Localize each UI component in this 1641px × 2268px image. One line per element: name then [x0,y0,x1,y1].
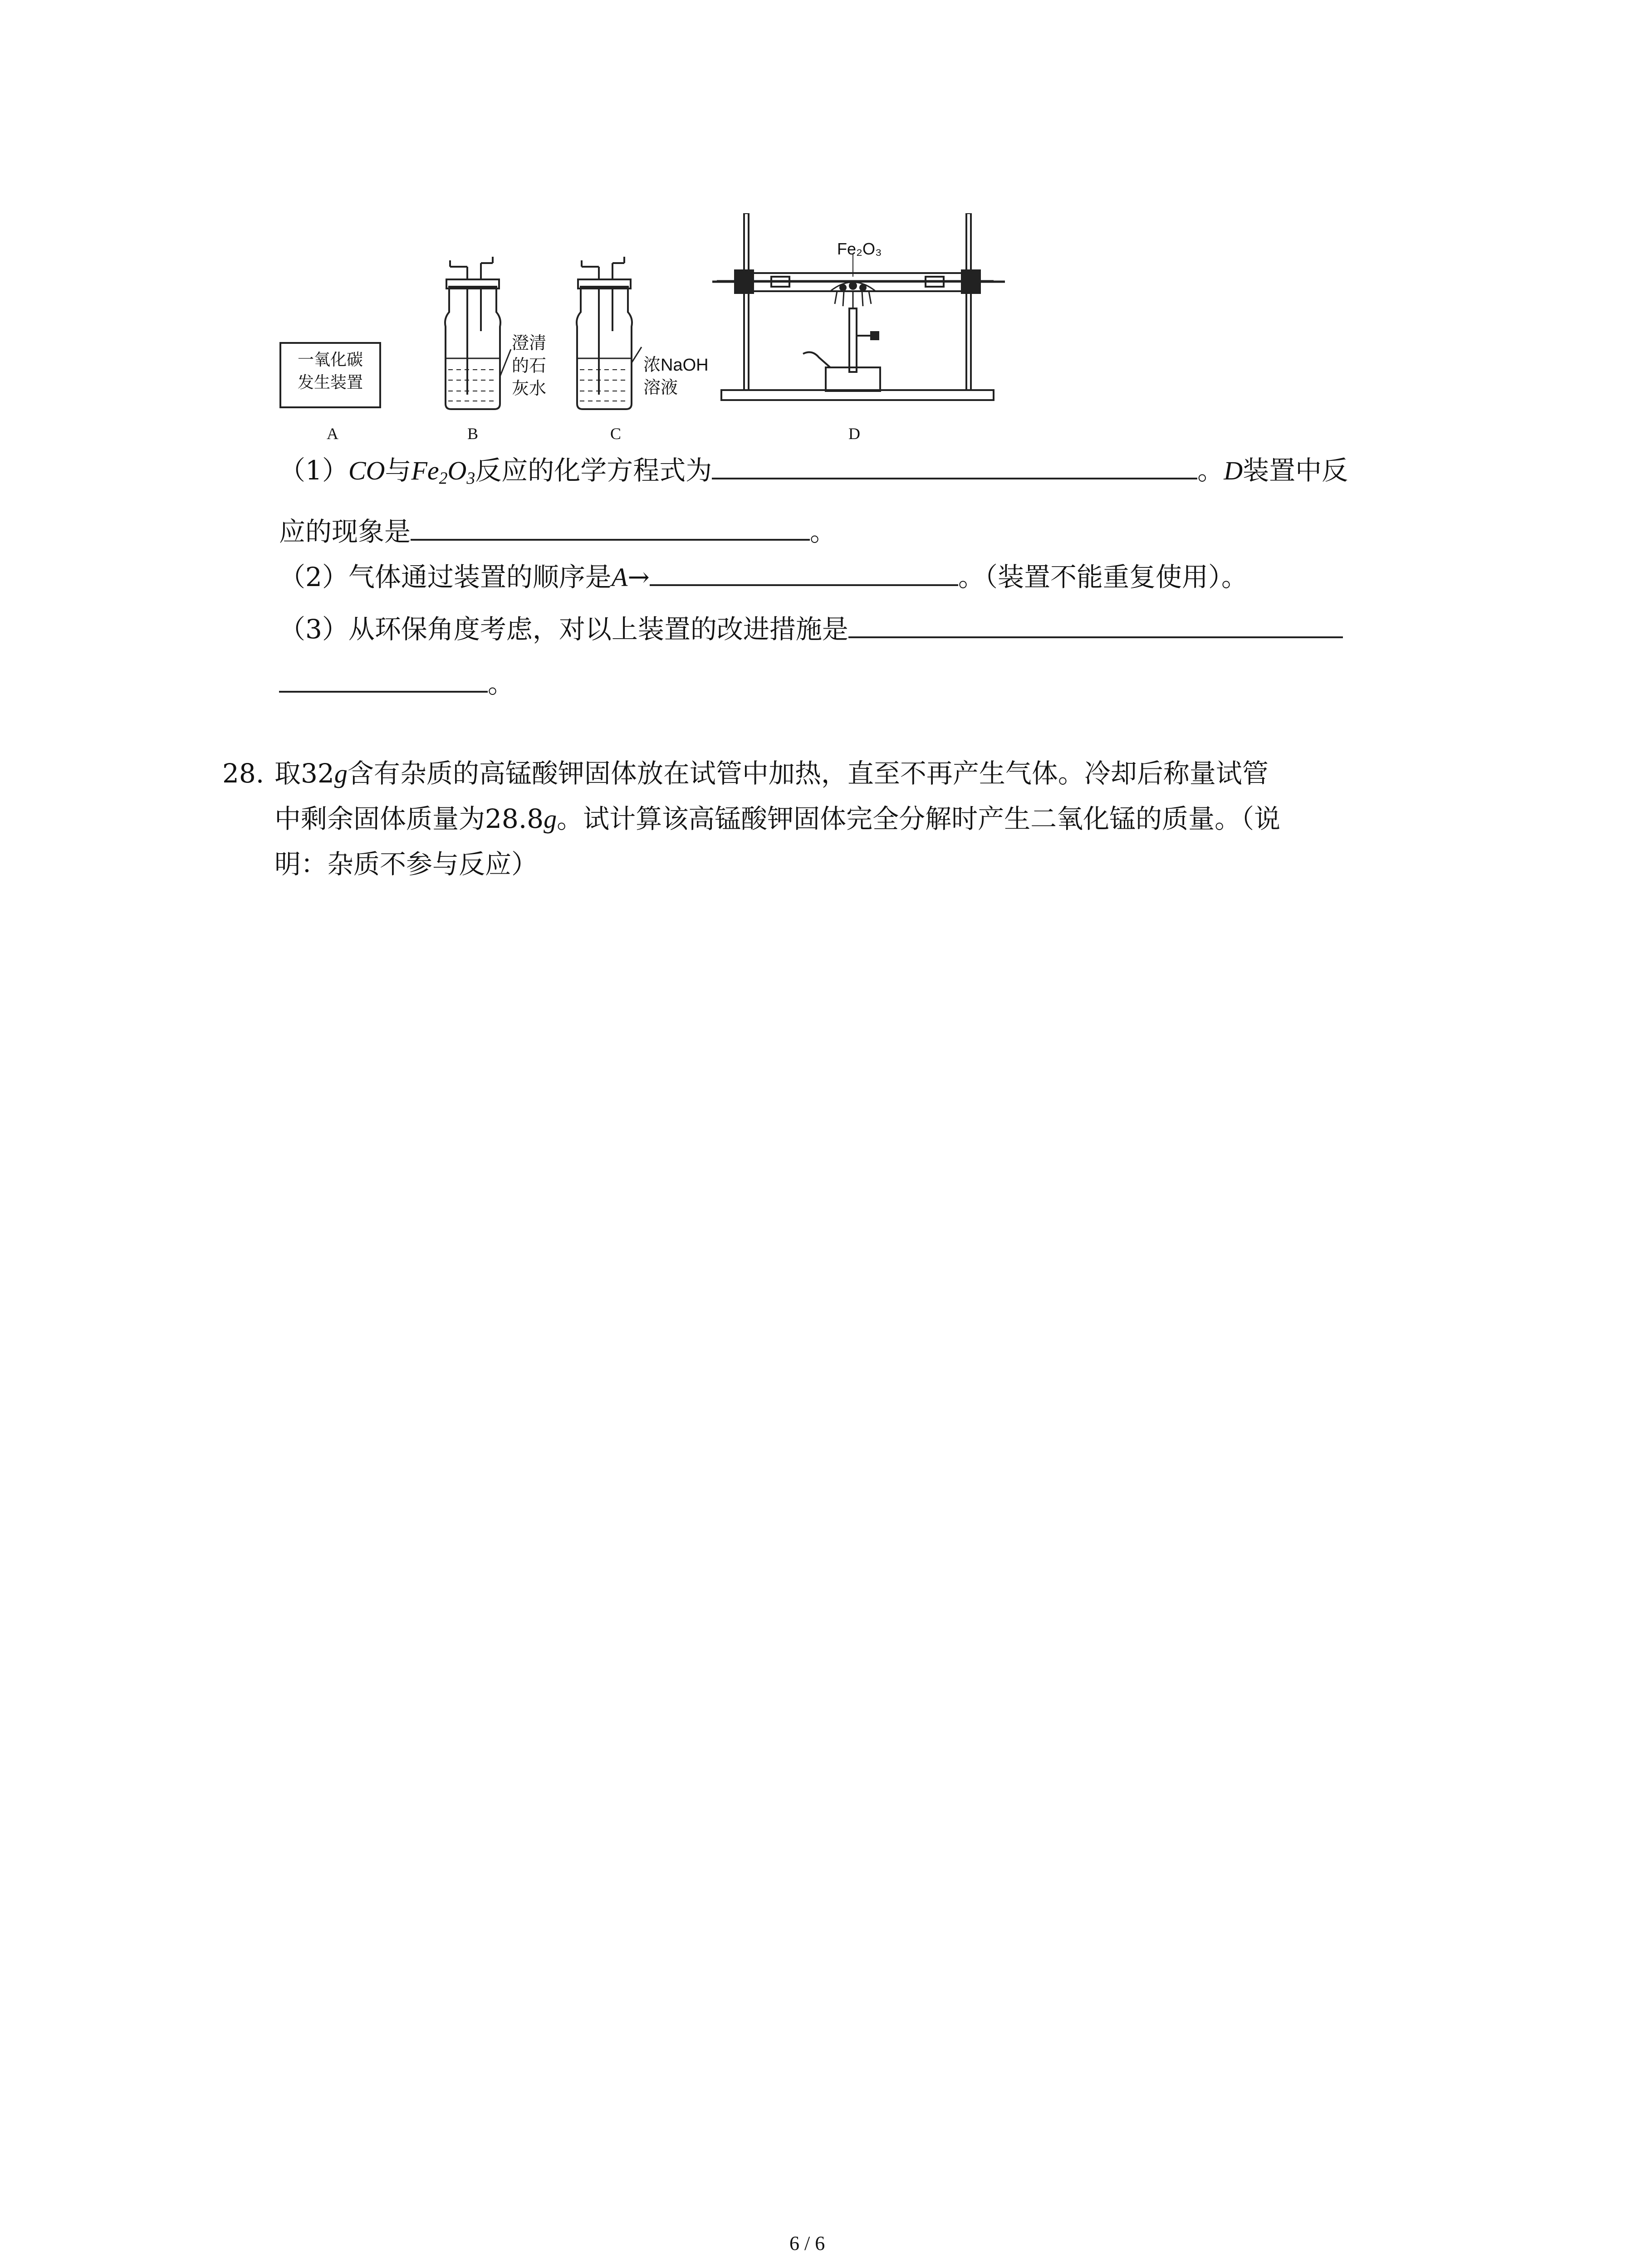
label-a: A [327,425,338,443]
order-answer-blank[interactable] [650,558,958,586]
q27-part1-line2: 应的现象是 。 [279,513,836,550]
fe2o3-label: Fe₂O₃ [837,240,882,258]
page-number: 6 / 6 [789,2232,825,2254]
phenomenon-answer-blank[interactable] [411,513,810,541]
lime-water-bottle [445,257,511,409]
q27-part1-line1: （1）CO与$Fe_2O_3$反应的化学方程式为 。D装置中反 [279,451,1348,496]
q27-part3-line2: 。 [279,665,514,702]
apparatus-figure [268,213,1007,467]
equation-answer-blank[interactable] [712,451,1197,479]
q28-number: 28. [222,758,265,789]
q28-line3: 明：杂质不参与反应） [274,849,538,880]
bottle-b-text: 澄清 的石 灰水 [512,334,547,398]
bottle-c-text: 浓NaOH 溶液 [643,356,709,397]
naoh-bottle [577,257,642,409]
label-b: B [467,425,479,443]
label-c: C [610,425,622,443]
q27-part2: （2）气体通过装置的顺序是A→ 。（装置不能重复使用）。 [279,558,1248,596]
q27-part3-line1: （3）从环保角度考虑，对以上装置的改进措施是 [279,610,1343,647]
box-a-text: 一氧化碳 发生装置 [297,350,363,391]
improvement-answer-blank-2[interactable] [279,665,488,693]
improvement-answer-blank[interactable] [848,610,1343,638]
q28-line1: 28. 取32g含有杂质的高锰酸钾固体放在试管中加热，直至不再产生气体。冷却后称量试管 [222,755,1269,792]
label-d: D [848,425,860,443]
q28-line2: 中剩余固体质量为28.8g。试计算该高锰酸钾固体完全分解时产生二氧化锰的质量。（说 [274,803,1281,834]
